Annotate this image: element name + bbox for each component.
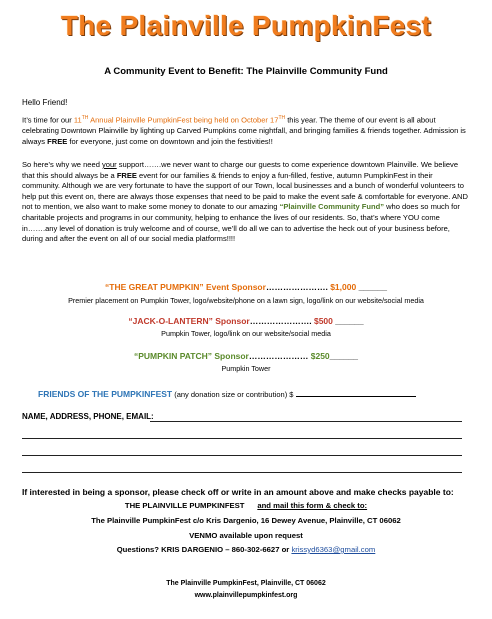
sponsor-pumpkin-patch-name: “PUMPKIN PATCH” Sponsor — [133, 351, 249, 361]
free-text-2: FREE — [116, 170, 137, 180]
sponsor-pumpkin-patch-dots: ………………… — [248, 351, 309, 361]
paragraph-intro — [22, 113, 470, 147]
paragraph-support — [22, 160, 470, 245]
flyer-title: The Plainville PumpkinFest — [60, 10, 432, 41]
event-date-text: Annual Plainville PumpkinFest being held on October 17 — [88, 115, 279, 125]
contact-line-2[interactable] — [22, 438, 462, 439]
sponsor-pumpkin-patch-desc: Pumpkin Tower — [221, 364, 271, 373]
questions-text: Questions? KRIS DARGENIO – 860-302-6627 or — [116, 545, 292, 554]
sponsor-great-pumpkin-amount: $1,000 — [330, 282, 357, 292]
sponsor-pumpkin-patch-amount: $250 — [310, 351, 330, 361]
support-text-c: event for our families & friends to enjoy a fun-filled, festive, autumn PumpkinFest in their community. Although we are very fortunate to have the support of our Town, local businesses and a bunch of wonderful volunteers to help put this event on, there are always those expenses that need to be paid to make the event safe & comfortable for everyone. AND not to mention, we also want to make some money to donate to our amazing — [22, 170, 468, 212]
greeting: Hello Friend! — [22, 98, 68, 107]
mailing-address: The Plainville PumpkinFest c/o Kris Dargenio, 16 Dewey Avenue, Plainville, CT 06062 — [91, 516, 401, 525]
intro-text-b: this year. The theme of our event is all about celebrating Downtown Plainville by lighting up Carved Pumpkins come nightfall, and bringing families & friends together. Admission is always — [22, 115, 466, 146]
sponsor-great-pumpkin — [0, 282, 492, 292]
contact-line-1[interactable] — [150, 421, 462, 422]
event-date-sup: TH — [278, 115, 286, 121]
intro-text-a: It’s time for our — [22, 115, 74, 125]
sponsor-pumpkin-patch — [0, 351, 492, 361]
intro-text-c: for everyone, just come on downtown and join the festivities!! — [67, 136, 273, 146]
questions-line — [0, 545, 492, 554]
sponsor-jack-o-lantern-desc: Pumpkin Tower, logo/link on our website/social media — [161, 329, 331, 338]
friends-note: (any donation size or contribution) $ — [172, 390, 296, 399]
mail-instruction: and mail this form & check to: — [257, 501, 368, 510]
sponsor-jack-o-lantern-name: “JACK-O-LANTERN” Sponsor — [128, 316, 250, 326]
friends-title: FRIENDS OF THE PUMPKINFEST — [38, 389, 173, 399]
sponsor-jack-o-lantern-dots: …………………. — [249, 316, 312, 326]
friends-amount-blank[interactable] — [296, 388, 416, 397]
sponsor-pumpkin-patch-blank[interactable]: ______ — [329, 351, 359, 361]
sponsor-great-pumpkin-name: “THE GREAT PUMPKIN” Event Sponsor — [105, 282, 266, 292]
flyer-subtitle: A Community Event to Benefit: The Plainville Community Fund — [104, 66, 388, 77]
sponsor-jack-o-lantern-amount: $500 — [313, 316, 333, 326]
venmo-note: VENMO available upon request — [189, 531, 303, 540]
support-text-b: support…….we never want to charge our guests to come experience downtown Plainville. We believe that this should always be a — [22, 160, 459, 180]
event-number: 11 — [73, 115, 82, 125]
contact-form-label: NAME, ADDRESS, PHONE, EMAIL: — [22, 412, 154, 421]
payee-line — [0, 501, 492, 510]
friends-of-pumpkinfest — [38, 388, 416, 399]
footer-website[interactable]: www.plainvillepumpkinfest.org — [194, 592, 298, 599]
sponsor-jack-o-lantern — [0, 316, 492, 326]
contact-line-3[interactable] — [22, 455, 462, 456]
your-underlined: your — [102, 160, 117, 169]
sponsor-jack-o-lantern-blank[interactable]: ______ — [335, 316, 364, 326]
support-text-a: So here’s why we need — [22, 160, 102, 169]
footer-address: The Plainville PumpkinFest, Plainville, CT 06062 — [166, 580, 326, 587]
sponsor-great-pumpkin-blank[interactable]: ______ — [358, 282, 387, 292]
sponsor-great-pumpkin-dots: …………………. — [265, 282, 328, 292]
support-text-d: who does so much for charitable projects and programs in our community, helping to enhance the lives of our residents. So, that’s where YOU come in…….any level of donation is truly welcome and of course, we’ll do all we can to advertise the heck out of your business before, during and after the event on all of our social media platforms!!!! — [22, 202, 460, 244]
free-text: FREE — [47, 136, 68, 146]
payee-name: THE PLAINVILLE PUMPKINFEST — [124, 501, 245, 510]
contact-email-link[interactable]: krissyd6363@gmail.com — [291, 545, 376, 554]
event-number-sup: TH — [81, 115, 89, 121]
community-fund-name: “Plainville Community Fund” — [279, 202, 384, 212]
instructions-intro: If interested in being a sponsor, please check off or write in an amount above and make checks payable to: — [22, 487, 454, 497]
sponsor-great-pumpkin-desc: Premier placement on Pumpkin Tower, logo/website/phone on a lawn sign, logo/link on our website/social media — [68, 296, 424, 305]
contact-line-4[interactable] — [22, 472, 462, 473]
